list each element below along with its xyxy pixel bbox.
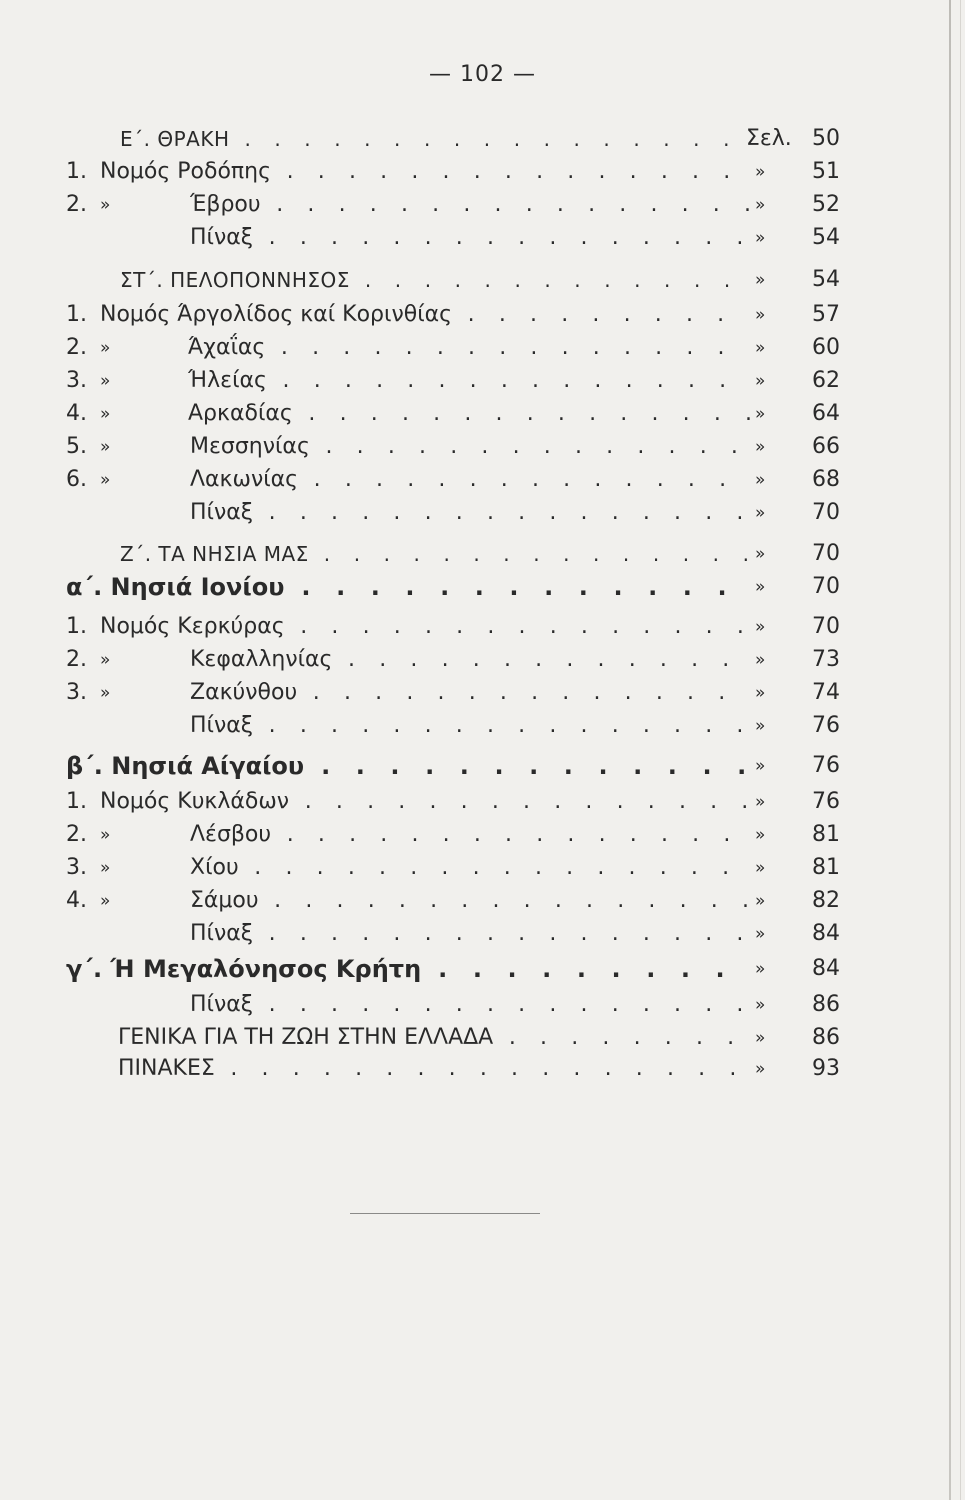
entry-number: 3.: [66, 368, 87, 393]
entry-number: 2.: [66, 335, 87, 360]
page-number: — 102 —: [429, 62, 536, 87]
entry-number: 5.: [66, 434, 87, 459]
entry-page: 64: [804, 399, 840, 429]
entry-label: Έβρου . . .: [190, 190, 750, 220]
entry-label: ΓΕΝΙΚΑ ΓΙΑ ΤΗ ΖΩΗ ΣΤΗΝ ΕΛΛΑΔΑ . . .: [118, 1023, 750, 1053]
toc-entry-pinakes: [0, 1054, 965, 1084]
entry-page: 50: [804, 124, 840, 154]
entry-page: 82: [804, 886, 840, 916]
entry-label: Νομός Ροδόπης . . .: [100, 157, 750, 187]
toc-entry-achaias: [0, 333, 965, 363]
entry-page: 81: [804, 853, 840, 883]
entry-label: Χίου . . .: [190, 853, 750, 883]
ditto-mark: »: [752, 265, 768, 295]
entry-number: 1.: [66, 302, 87, 327]
entry-number: 1.: [66, 789, 87, 814]
entry-label: Πίναξ . . .: [190, 990, 750, 1020]
toc-entry-kykladon: [0, 787, 965, 817]
toc-entry-messinias: [0, 432, 965, 462]
entry-page: 70: [804, 612, 840, 642]
ditto-mark: »: [752, 612, 768, 642]
ditto-mark: »: [752, 954, 768, 984]
entry-page: 76: [804, 751, 840, 781]
toc-entry-argolidos: [0, 300, 965, 330]
ditto-mark: »: [752, 366, 768, 396]
entry-label: α΄. Νησιά Ιονίου . . .: [66, 572, 750, 602]
ditto-mark: »: [752, 1023, 768, 1053]
ditto-mark: »: [752, 539, 768, 569]
entry-page: 66: [804, 432, 840, 462]
toc-entry-evrou: [0, 190, 965, 220]
toc-entry-peloponnisos: [0, 265, 965, 295]
entry-page: 74: [804, 678, 840, 708]
entry-label: Μεσσηνίας . . .: [190, 432, 750, 462]
entry-label: Πίναξ . . .: [190, 919, 750, 949]
ditto-mark: »: [100, 683, 111, 703]
entry-number: 4.: [66, 888, 87, 913]
entry-label: Άχαΐας . . .: [188, 333, 750, 363]
entry-label: Ζακύνθου . . .: [190, 678, 750, 708]
toc-entry-nisia-ioniou: [0, 572, 965, 602]
entry-label: Αρκαδίας . . .: [188, 399, 750, 429]
toc-entry-nisia-aigaiou: [0, 751, 965, 781]
entry-label: Νομός Κυκλάδων . . .: [100, 787, 750, 817]
entry-number: 2.: [66, 192, 87, 217]
ditto-mark: »: [752, 399, 768, 429]
entry-page: 68: [804, 465, 840, 495]
toc-entry-rodopi: [0, 157, 965, 187]
entry-page: 54: [804, 265, 840, 295]
entry-label: Λέσβου . . .: [190, 820, 750, 850]
entry-label: ΠΙΝΑΚΕΣ . . .: [118, 1054, 750, 1084]
entry-page: 93: [804, 1054, 840, 1084]
entry-page: 62: [804, 366, 840, 396]
ditto-mark: »: [752, 333, 768, 363]
ditto-mark: »: [100, 470, 111, 490]
entry-page: 54: [804, 223, 840, 253]
entry-page: 70: [804, 572, 840, 602]
entry-page: 76: [804, 787, 840, 817]
entry-page: 60: [804, 333, 840, 363]
entry-label: Νομός Κερκύρας . . .: [100, 612, 750, 642]
entry-label: Κεφαλληνίας . . .: [190, 645, 750, 675]
entry-number: 4.: [66, 401, 87, 426]
sel-label: Σελ.: [738, 124, 792, 154]
entry-label: Ε΄. ΘΡΑΚΗ . . .: [120, 124, 740, 154]
entry-page: 86: [804, 1023, 840, 1053]
entry-label: Πίναξ . . .: [190, 498, 750, 528]
ditto-mark: »: [752, 853, 768, 883]
ditto-mark: »: [752, 751, 768, 781]
entry-label: Λακωνίας . . .: [190, 465, 750, 495]
toc-entry-pinax: [0, 990, 965, 1020]
ditto-mark: »: [752, 1054, 768, 1084]
entry-page: 51: [804, 157, 840, 187]
entry-page: 86: [804, 990, 840, 1020]
entry-label: Πίναξ . . .: [190, 223, 750, 253]
entry-number: 2.: [66, 822, 87, 847]
toc-entry-lesvou: [0, 820, 965, 850]
ditto-mark: »: [752, 678, 768, 708]
toc-entry-chiou: [0, 853, 965, 883]
ditto-mark: »: [752, 919, 768, 949]
entry-page: 70: [804, 539, 840, 569]
entry-page: 70: [804, 498, 840, 528]
ditto-mark: »: [752, 157, 768, 187]
toc-entry-arkadias: [0, 399, 965, 429]
ditto-mark: »: [752, 787, 768, 817]
entry-page: 57: [804, 300, 840, 330]
entry-label: Πίναξ . . .: [190, 711, 750, 741]
toc-entry-pinax: [0, 711, 965, 741]
toc-entry-pinax: [0, 223, 965, 253]
ditto-mark: »: [752, 190, 768, 220]
entry-number: 3.: [66, 855, 87, 880]
entry-label: Νομός Άργολίδος καί Κορινθίας . . .: [100, 300, 750, 330]
toc-entry-zakynthou: [0, 678, 965, 708]
ditto-mark: »: [100, 858, 111, 878]
ditto-mark: »: [752, 820, 768, 850]
entry-page: 84: [804, 919, 840, 949]
entry-label: γ΄. Ή Μεγαλόνησος Κρήτη . . .: [66, 954, 750, 984]
entry-number: 1.: [66, 159, 87, 184]
ditto-mark: »: [752, 223, 768, 253]
entry-page: 76: [804, 711, 840, 741]
toc-entry-pinax: [0, 498, 965, 528]
ditto-mark: »: [752, 432, 768, 462]
ditto-mark: »: [100, 371, 111, 391]
ditto-mark: »: [100, 404, 111, 424]
ditto-mark: »: [752, 711, 768, 741]
toc-entry-samou: [0, 886, 965, 916]
ditto-mark: »: [752, 645, 768, 675]
entry-number: 6.: [66, 467, 87, 492]
ditto-mark: »: [752, 300, 768, 330]
entry-page: 84: [804, 954, 840, 984]
toc-entry-pinax: [0, 919, 965, 949]
entry-page: 81: [804, 820, 840, 850]
entry-page: 73: [804, 645, 840, 675]
toc-entry-kerkyras: [0, 612, 965, 642]
toc-entry-kriti: [0, 954, 965, 984]
entry-number: 1.: [66, 614, 87, 639]
ditto-mark: »: [752, 498, 768, 528]
ditto-mark: »: [752, 990, 768, 1020]
ditto-mark: »: [100, 437, 111, 457]
toc-entry-genika: [0, 1023, 965, 1053]
ditto-mark: »: [100, 650, 111, 670]
entry-number: 3.: [66, 680, 87, 705]
closing-rule: [350, 1213, 540, 1214]
entry-page: 52: [804, 190, 840, 220]
ditto-mark: »: [100, 195, 111, 215]
entry-label: ΣΤ΄. ΠΕΛΟΠΟΝΝΗΣΟΣ . . .: [120, 265, 750, 295]
toc-entry-thraki: [0, 124, 965, 154]
toc-entry-ileias: [0, 366, 965, 396]
ditto-mark: »: [100, 891, 111, 911]
entry-label: Σάμου . . .: [190, 886, 750, 916]
toc-entry-ta-nisia-mas: [0, 539, 965, 569]
entry-label: Ήλείας . . .: [188, 366, 750, 396]
entry-number: 2.: [66, 647, 87, 672]
toc-entry-lakonias: [0, 465, 965, 495]
ditto-mark: »: [100, 338, 111, 358]
toc-entry-kefallinias: [0, 645, 965, 675]
entry-label: Ζ΄. ΤΑ ΝΗΣΙΑ ΜΑΣ . . .: [120, 539, 750, 569]
entry-label: β΄. Νησιά Αίγαίου . . .: [66, 751, 750, 781]
ditto-mark: »: [752, 572, 768, 602]
ditto-mark: »: [752, 465, 768, 495]
ditto-mark: »: [100, 825, 111, 845]
ditto-mark: »: [752, 886, 768, 916]
